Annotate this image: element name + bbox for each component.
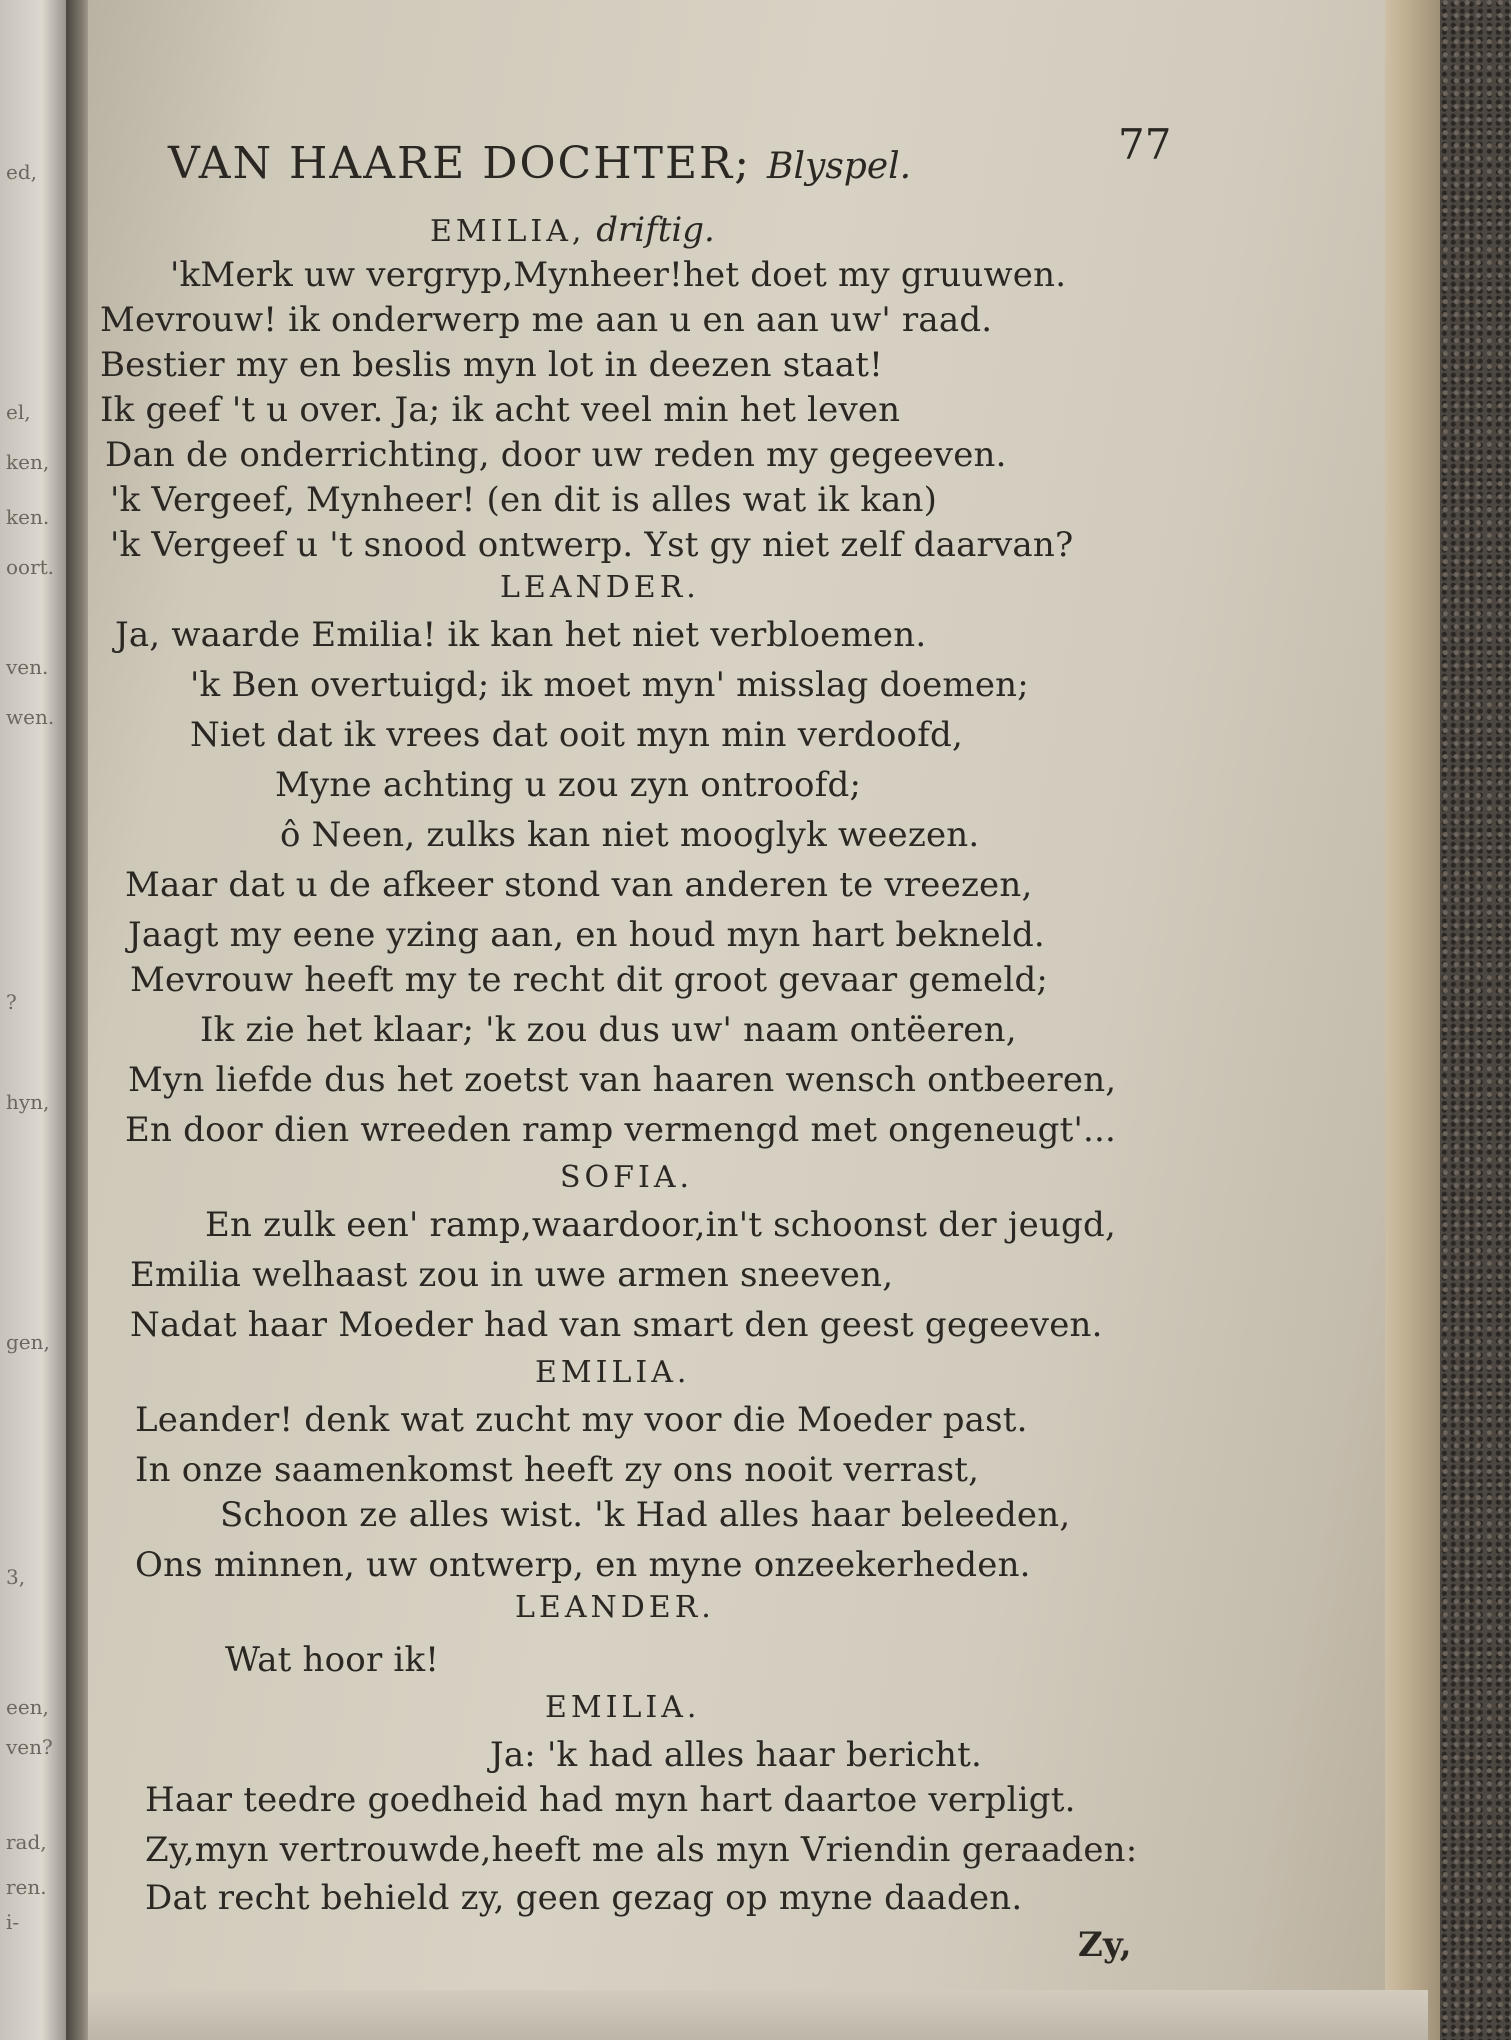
speaker-label: SOFIA.	[560, 1160, 694, 1195]
verse-line: Leander! denk wat zucht my voor die Moeder past.	[135, 1400, 1028, 1440]
verse-line: Jaagt my eene yzing aan, en houd myn hart bekneld.	[128, 915, 1045, 955]
verse-line: Niet dat ik vrees dat ooit myn min verdoofd,	[190, 715, 963, 755]
verse-line: Emilia welhaast zou in uwe armen sneeven,	[130, 1255, 894, 1295]
left-page-fragment: rad,	[6, 1830, 47, 1854]
speaker-label: EMILIA.	[545, 1690, 701, 1725]
left-page-fragment: een,	[6, 1695, 49, 1719]
left-page-fragment: ven?	[6, 1735, 53, 1759]
speaker-name	[545, 1690, 700, 1725]
verse-line: En zulk een' ramp,waardoor,in't schoonst der jeugd,	[205, 1205, 1116, 1245]
left-page-fragment: ?	[6, 990, 17, 1014]
verse-line: 'k Vergeef, Mynheer! (en dit is alles wat ik kan)	[110, 480, 938, 520]
speaker-label: EMILIA,	[430, 214, 586, 249]
speaker-label: LEANDER.	[500, 570, 700, 605]
speaker-name	[560, 1160, 693, 1195]
verse-line: Myne achting u zou zyn ontroofd;	[275, 765, 862, 805]
speaker-label: EMILIA.	[535, 1355, 691, 1390]
verse-line: 'kMerk uw vergryp,Mynheer!het doet my gruuwen.	[170, 255, 1067, 295]
left-page-fragment: el,	[6, 400, 31, 424]
verse-line: In onze saamenkomst heeft zy ons nooit verrast,	[135, 1450, 980, 1490]
page-number: 77	[1118, 120, 1172, 169]
left-page-fragment: wen.	[6, 705, 55, 729]
verse-line: Zy,myn vertrouwde,heeft me als myn Vriendin geraaden:	[145, 1830, 1138, 1870]
catchword: Zy,	[1078, 1925, 1132, 1965]
verse-line: Schoon ze alles wist. 'k Had alles haar beleeden,	[220, 1495, 1071, 1535]
verse-line: Myn liefde dus het zoetst van haaren wensch ontbeeren,	[128, 1060, 1117, 1100]
left-page-fragment: ken.	[6, 505, 50, 529]
verse-line: Ons minnen, uw ontwerp, en myne onzeekerheden.	[135, 1545, 1031, 1585]
left-page-fragment: i-	[6, 1910, 20, 1934]
speaker-label: LEANDER.	[515, 1590, 715, 1625]
left-page-fragment: 3,	[6, 1565, 26, 1589]
running-header	[168, 138, 911, 189]
left-page-fragment: ed,	[6, 160, 37, 184]
verse-line: Mevrouw! ik onderwerp me aan u en aan uw' raad.	[100, 300, 993, 340]
verse-line: Maar dat u de afkeer stond van anderen te vreezen,	[125, 865, 1033, 905]
left-page-fragment: oort.	[6, 555, 55, 579]
speaker-name	[535, 1355, 690, 1390]
left-page-fragment: gen,	[6, 1330, 50, 1354]
genre-label: Blyspel.	[767, 146, 912, 187]
verse-line: Dan de onderrichting, door uw reden my gegeeven.	[105, 435, 1007, 475]
left-page-fragment: hyn,	[6, 1090, 50, 1114]
verse-line: ô Neen, zulks kan niet mooglyk weezen.	[280, 815, 980, 855]
speaker-name	[515, 1590, 715, 1625]
verse-line: Ik geef 't u over. Ja; ik acht veel min het leven	[100, 390, 901, 430]
verse-line: En door dien wreeden ramp vermengd met ongeneugt'...	[125, 1110, 1117, 1150]
left-page-fragment: ven.	[6, 655, 49, 679]
verse-line: Dat recht behield zy, geen gezag op myne daaden.	[145, 1878, 1023, 1918]
verse-line: Ik zie het klaar; 'k zou dus uw' naam ontëeren,	[200, 1010, 1017, 1050]
verse-line: 'k Ben overtuigd; ik moet myn' misslag doemen;	[190, 665, 1029, 705]
running-title: VAN HAARE DOCHTER;	[168, 138, 752, 189]
verse-line: Bestier my en beslis myn lot in deezen staat!	[100, 345, 883, 385]
verse-line: Ja: 'k had alles haar bericht.	[490, 1735, 982, 1775]
left-page-fragment: ren.	[6, 1875, 47, 1899]
verse-line: Nadat haar Moeder had van smart den geest gegeeven.	[130, 1305, 1103, 1345]
speaker-name	[500, 570, 700, 605]
verse-line: Haar teedre goedheid had myn hart daartoe verpligt.	[145, 1780, 1076, 1820]
stage-direction: driftig.	[585, 210, 715, 250]
verse-line: Mevrouw heeft my te recht dit groot gevaar gemeld;	[130, 960, 1049, 1000]
verse-line: 'k Vergeef u 't snood ontwerp. Yst gy niet zelf daarvan?	[110, 525, 1074, 565]
speaker-name	[430, 210, 715, 250]
verse-line: Wat hoor ik!	[225, 1640, 440, 1680]
left-page-fragment: ken,	[6, 450, 50, 474]
verse-line: Ja, waarde Emilia! ik kan het niet verbloemen.	[115, 615, 927, 655]
